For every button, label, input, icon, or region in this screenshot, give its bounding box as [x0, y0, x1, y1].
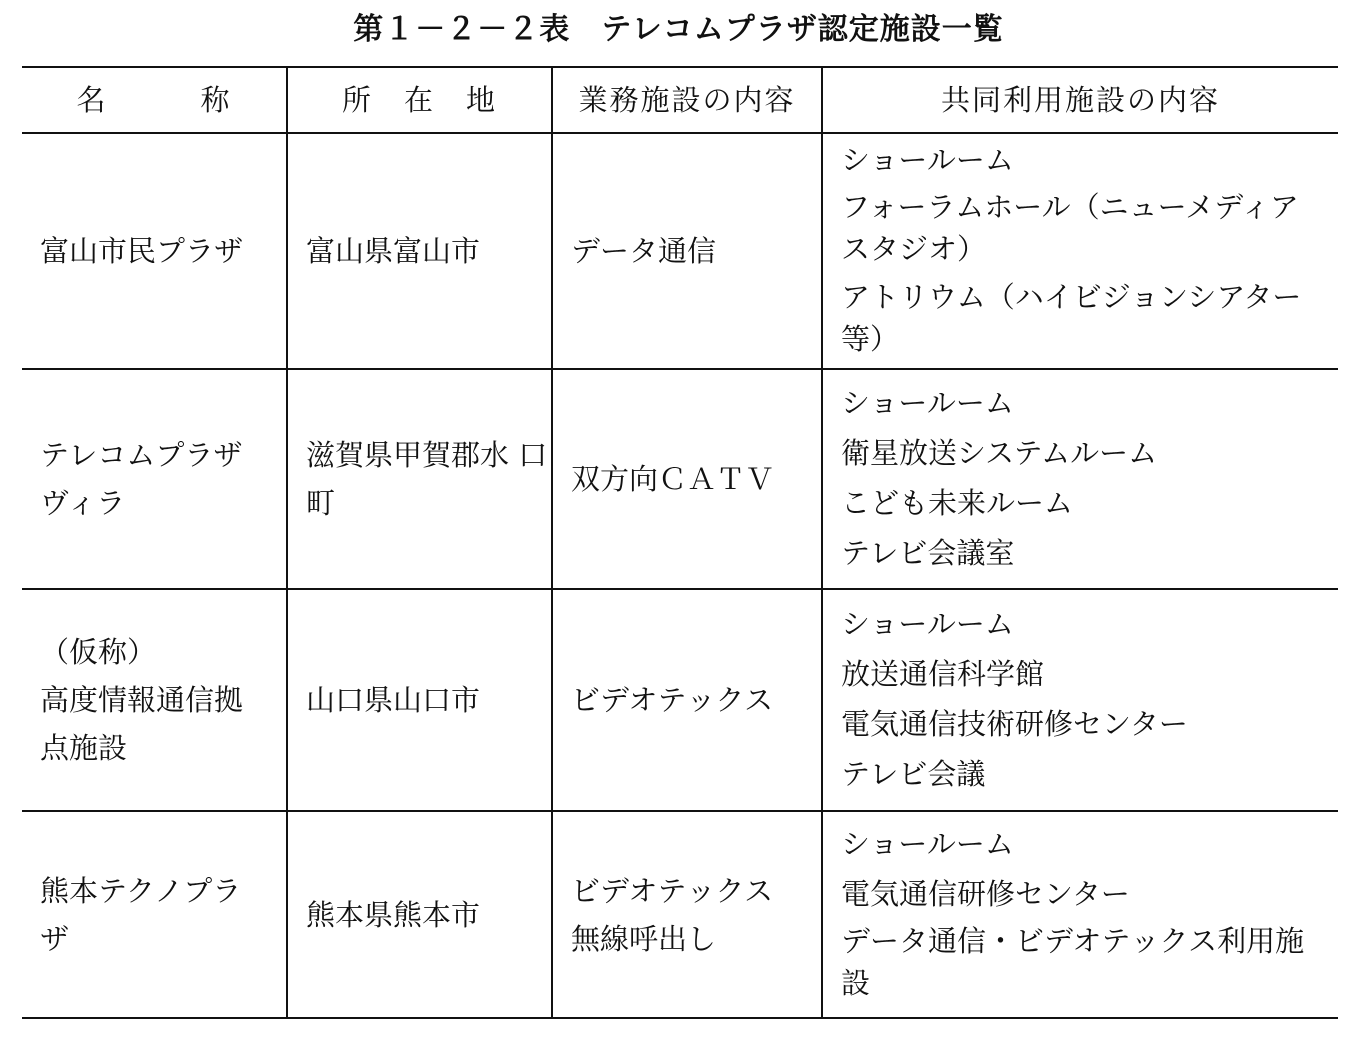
table-row [22, 589, 1338, 811]
business-facility [552, 133, 822, 369]
facility-name-line: 富山市民プラザ [40, 234, 244, 268]
shared-facilities [822, 369, 1338, 589]
facility-name [22, 811, 287, 1018]
facility-name-line: ヴィラ [40, 486, 126, 520]
list-item: ショールーム [841, 386, 1014, 420]
facility-name-line: ザ [40, 921, 70, 956]
facility-name-line: テレコムプラザ [40, 438, 243, 472]
facility-location-line: 山口県山口市 [306, 683, 481, 717]
business-facility-line: 無線呼出し [571, 921, 717, 956]
table-title: 第１－２－２表 テレコムプラザ認定施設一覧 [353, 12, 1004, 47]
facility-location-line: 熊本県熊本市 [306, 897, 481, 932]
business-facility [552, 589, 822, 811]
header-shared: 共同利用施設の内容 [822, 67, 1338, 133]
business-facility-line: データ通信 [571, 234, 717, 268]
shared-facilities [822, 133, 1338, 369]
facility-name-line: 高度情報通信拠 [40, 683, 244, 717]
shared-facilities-list [841, 136, 1318, 360]
facility-location-line: 富山県富山市 [306, 234, 481, 268]
header-name: 名 称 [22, 67, 287, 133]
list-item: アトリウム（ハイビジョンシアター等） [841, 280, 1302, 356]
facility-name [22, 589, 287, 811]
shared-facilities-list [841, 820, 1318, 1004]
shared-facilities-list [841, 600, 1338, 798]
facility-location [287, 133, 552, 369]
facility-name [22, 133, 287, 369]
facility-location [287, 811, 552, 1018]
list-item: こども未来ルーム [841, 486, 1074, 520]
list-item: データ通信・ビデオテックス利用施設 [841, 923, 1305, 1000]
business-facility-line: ビデオテックス [571, 683, 774, 717]
table-row [22, 133, 1338, 369]
list-item: ショールーム [841, 143, 1014, 177]
list-item: フォーラムホール（ニューメディアスタジオ） [841, 190, 1299, 266]
business-facility-line: ビデオテックス [571, 873, 774, 908]
list-item: ショールーム [841, 826, 1014, 861]
list-item: 衛星放送システムルーム [841, 436, 1158, 470]
facility-name-line: （仮称） [40, 635, 157, 669]
list-item: テレビ会議 [841, 757, 986, 791]
table-row [22, 369, 1338, 589]
facility-name-line: 熊本テクノプラ [40, 873, 242, 908]
business-facility [552, 811, 822, 1018]
table-row [22, 811, 1338, 1018]
header-business: 業務施設の内容 [552, 67, 822, 133]
list-item: ショールーム [841, 607, 1014, 641]
facility-location [287, 369, 552, 589]
list-item: 電気通信技術研修センター [841, 707, 1188, 741]
header-location: 所 在 地 [287, 67, 552, 133]
shared-facilities [822, 589, 1338, 811]
facility-name [22, 369, 287, 589]
facility-name-line: 点施設 [40, 731, 128, 765]
list-item: 電気通信研修センター [841, 876, 1130, 911]
shared-facilities-list [841, 379, 1338, 577]
business-facility [552, 369, 822, 589]
facility-location-line: 滋賀県甲賀郡水 [306, 438, 510, 472]
facilities-table [22, 66, 1338, 1019]
shared-facilities [822, 811, 1338, 1018]
table-header-row [22, 67, 1338, 133]
facility-location [287, 589, 552, 811]
business-facility-line: 双方向ＣＡＴＶ [571, 462, 775, 496]
list-item: 放送通信科学館 [841, 657, 1045, 691]
list-item: テレビ会議室 [841, 536, 1015, 570]
facility-location-line: 口町 [306, 438, 548, 520]
